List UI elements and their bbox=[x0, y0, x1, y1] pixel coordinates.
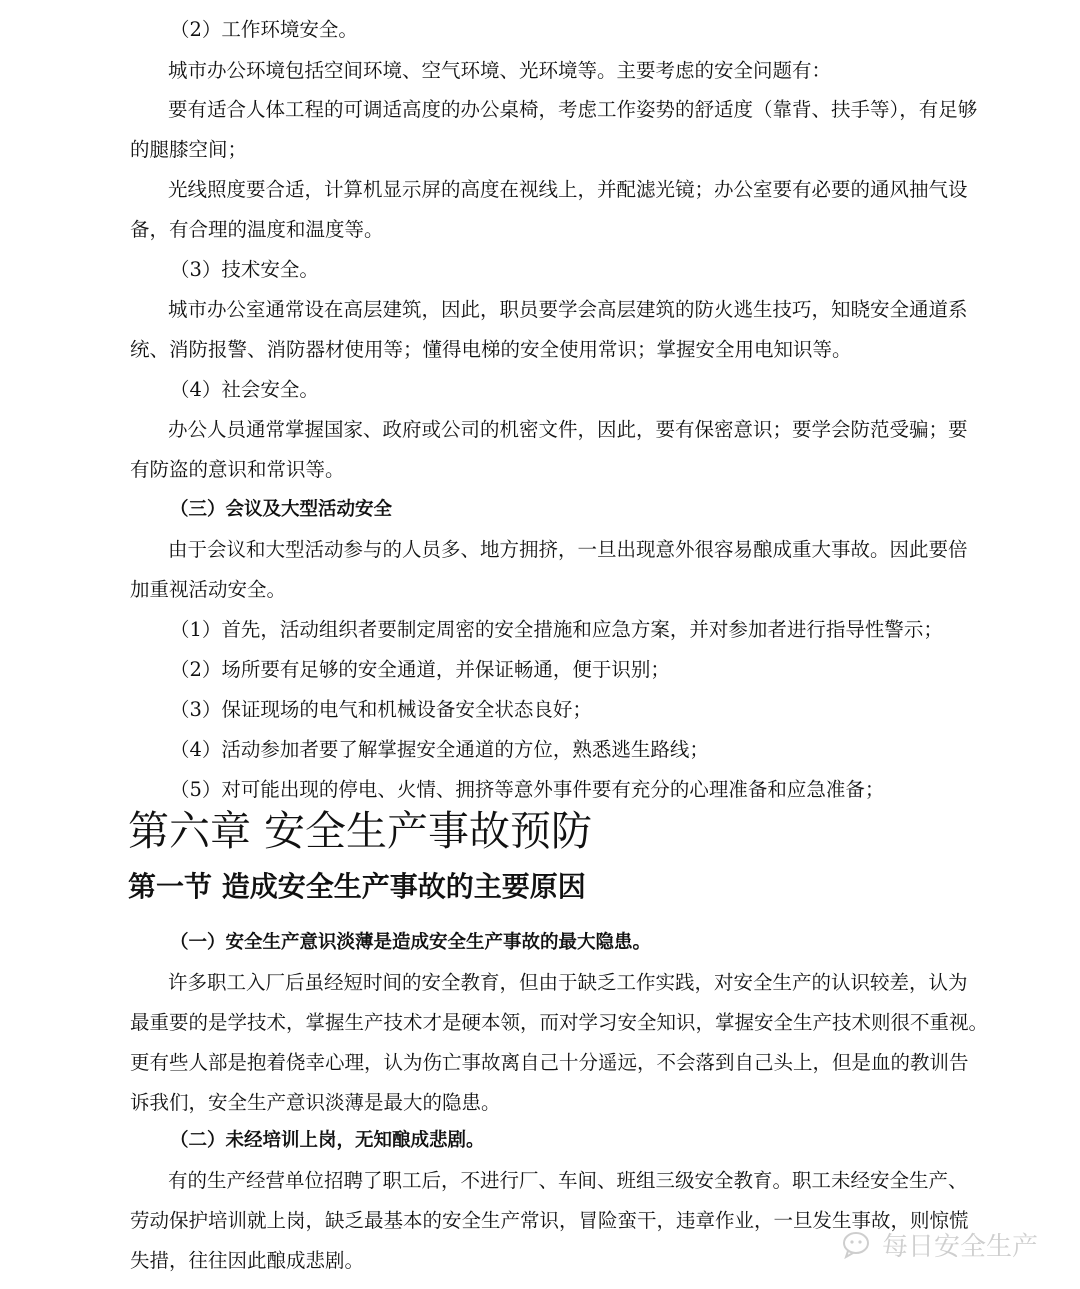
paragraph-line: 最重要的是学技术，掌握生产技术才是硬本领，而对学习安全知识，掌握安全生产技术则很不重视。 bbox=[130, 1011, 989, 1034]
paragraph-line: 失措，往往因此酿成悲剧。 bbox=[130, 1249, 365, 1272]
list-item: （5）对可能出现的停电、火情、拥挤等意外事件要有充分的心理准备和应急准备； bbox=[170, 778, 885, 801]
list-item: （4）活动参加者要了解掌握安全通道的方位，熟悉逃生路线； bbox=[170, 738, 709, 761]
list-item: （3）保证现场的电气和机械设备安全状态良好； bbox=[170, 698, 592, 721]
bold-heading: （二）未经培训上岗，无知酿成悲剧。 bbox=[170, 1130, 485, 1151]
paragraph-line: 的腿膝空间； bbox=[130, 138, 248, 161]
paragraph-line: 光线照度要合适，计算机显示屏的高度在视线上，并配滤光镜；办公室要有必要的通风抽气设 bbox=[168, 178, 968, 201]
subheading: （2）工作环境安全。 bbox=[170, 18, 358, 41]
paragraph-line: 备，有合理的温度和温度等。 bbox=[130, 218, 384, 241]
subheading: （4）社会安全。 bbox=[170, 378, 319, 401]
paragraph-line: 加重视活动安全。 bbox=[130, 578, 287, 601]
paragraph-line: 许多职工入厂后虽经短时间的安全教育，但由于缺乏工作实践，对安全生产的认识较差，认为 bbox=[168, 971, 968, 994]
bold-heading: （一）安全生产意识淡薄是造成安全生产事故的最大隐患。 bbox=[170, 932, 652, 953]
watermark-text: 每日安全生产 bbox=[882, 1232, 1039, 1262]
wechat-icon bbox=[842, 1230, 876, 1260]
paragraph-line: 城市办公室通常设在高层建筑，因此，职员要学会高层建筑的防火逃生技巧，知晓安全通道系 bbox=[168, 298, 968, 321]
list-item: （2）场所要有足够的安全通道，并保证畅通，便于识别； bbox=[170, 658, 670, 681]
paragraph-line: 有防盗的意识和常识等。 bbox=[130, 458, 345, 481]
subheading: （3）技术安全。 bbox=[170, 258, 319, 281]
chapter-title: 第六章 安全生产事故预防 bbox=[128, 807, 593, 855]
paragraph-line: 要有适合人体工程的可调适高度的办公桌椅，考虑工作姿势的舒适度（靠背、扶手等），有足够 bbox=[168, 98, 978, 121]
paragraph-line: 统、消防报警、消防器材使用等；懂得电梯的安全使用常识；掌握安全用电知识等。 bbox=[130, 338, 852, 361]
paragraph-line: 办公人员通常掌握国家、政府或公司的机密文件，因此，要有保密意识；要学会防范受骗；要 bbox=[168, 418, 968, 441]
paragraph-line: 城市办公环境包括空间环境、空气环境、光环境等。主要考虑的安全问题有： bbox=[168, 59, 832, 82]
paragraph-line: 有的生产经营单位招聘了职工后，不进行厂、车间、班组三级安全教育。职工未经安全生产、 bbox=[168, 1169, 968, 1192]
section-title: 第一节 造成安全生产事故的主要原因 bbox=[128, 870, 586, 903]
paragraph-line: 更有些人部是抱着侥幸心理，认为伤亡事故离自己十分遥远，不会落到自己头上，但是血的教训告 bbox=[130, 1051, 969, 1074]
list-item: （1）首先，活动组织者要制定周密的安全措施和应急方案，并对参加者进行指导性警示； bbox=[170, 618, 943, 641]
watermark bbox=[842, 1226, 1038, 1263]
paragraph-line: 由于会议和大型活动参与的人员多、地方拥挤，一旦出现意外很容易酿成重大事故。因此要倍 bbox=[168, 538, 968, 561]
paragraph-line: 诉我们，安全生产意识淡薄是最大的隐患。 bbox=[130, 1091, 501, 1114]
paragraph-line: 劳动保护培训就上岗，缺乏最基本的安全生产常识，冒险蛮干，违章作业，一旦发生事故，则惊慌 bbox=[130, 1209, 969, 1232]
bold-heading: （三）会议及大型活动安全 bbox=[170, 499, 393, 520]
